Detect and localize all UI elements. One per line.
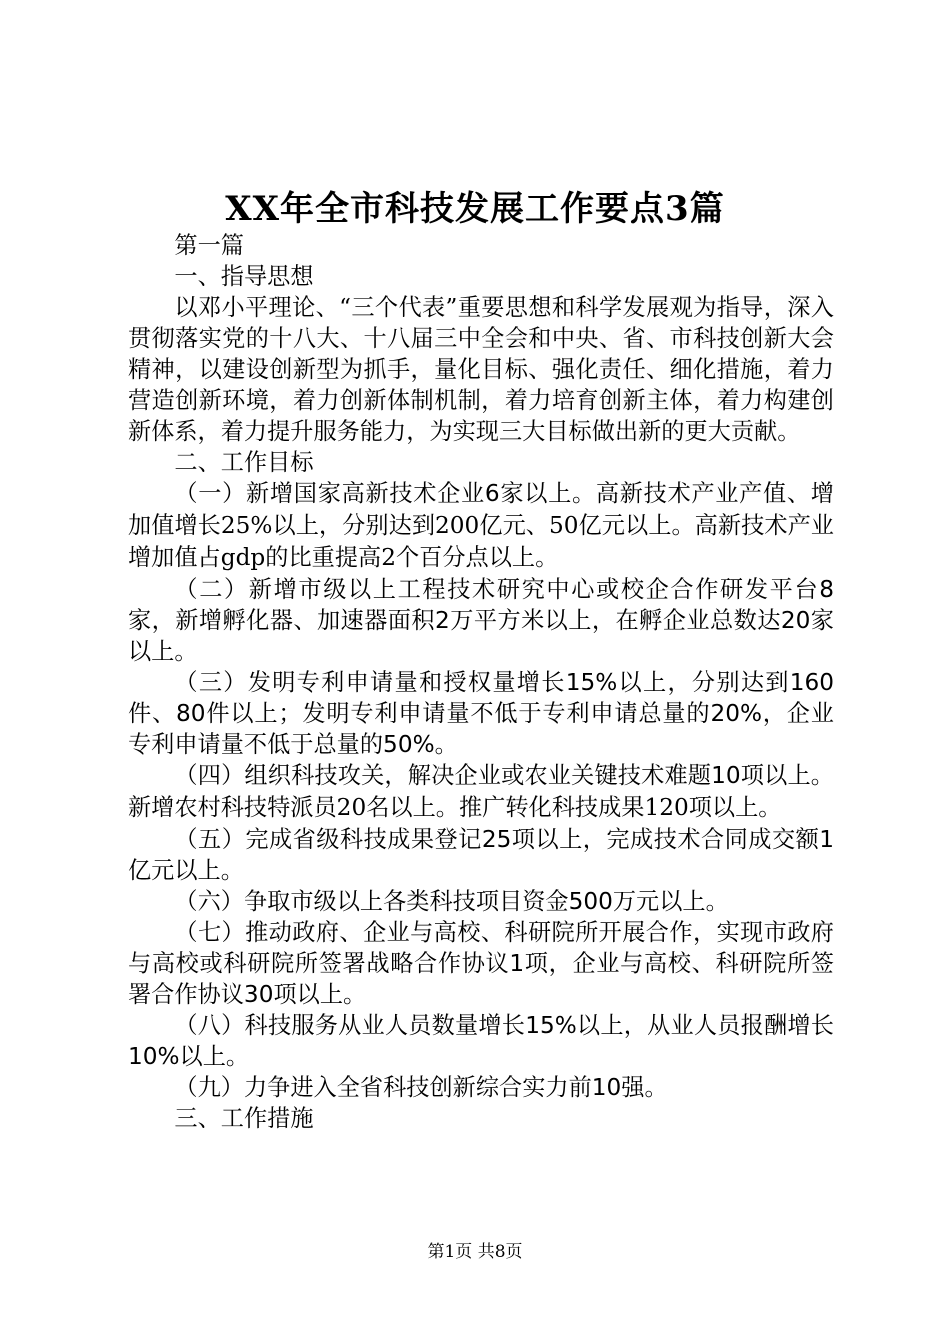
heading-work-goals: 二、工作目标 (174, 449, 314, 476)
heading-guiding-ideology: 一、指导思想 (174, 263, 314, 290)
goal-item-7: （七）推动政府、企业与高校、科研院所开展合作，实现市政府与高校或科研院所签署战略合作协议1项，企业与高校、科研院所签署合作协议30项以上。 (128, 919, 834, 1008)
paragraph-guiding-ideology: 以邓小平理论、“三个代表”重要思想和科学发展观为指导，深入贯彻落实党的十八大、十八届三中全会和中央、省、市科技创新大会精神，以建设创新型为抓手，量化目标、强化责任、细化措施，着力营造创新环境，着力创新体制机制，着力培育创新主体，着力构建创新体系，着力提升服务能力，为实现三大目标做出新的更大贡献。 (128, 294, 834, 445)
goal-item-8: （八）科技服务从业人员数量增长15%以上，从业人员报酬增长10%以上。 (128, 1012, 834, 1070)
goal-item-4-text: 新增农村科技特派员20名以上。推广转化科技成果120项以上。 (128, 794, 782, 821)
document-body (128, 230, 834, 1134)
goal-item-2: （二）新增市级以上工程技术研究中心或校企合作研发平台8家，新增孵化器、加速器面积2万平方米以上，在孵企业总数达20家以上。 (128, 576, 834, 665)
document-title: XX年全市科技发展工作要点3篇 (225, 189, 725, 229)
goal-item-1-lead: （一）新增国家高新技术企业6家以上。 (174, 480, 596, 507)
goal-item-1 (128, 478, 834, 574)
goal-item-4 (128, 760, 834, 824)
heading-work-measures: 三、工作措施 (174, 1105, 314, 1132)
goal-item-6: （六）争取市级以上各类科技项目资金500万元以上。 (174, 888, 729, 915)
goal-item-3: （三）发明专利申请量和授权量增长15%以上，分别达到160件、80件以上；发明专利申请量不低于专利申请总量的20%，企业专利申请量不低于总量的50%。 (128, 669, 834, 758)
goal-item-5: （五）完成省级科技成果登记25项以上，完成技术合同成交额1亿元以上。 (128, 826, 834, 884)
goal-item-9: （九）力争进入全省科技创新综合实力前10强。 (174, 1074, 668, 1101)
goal-item-1-text: 高新技术产业产值、增加值增长25%以上，分别达到200亿元、50亿元以上。高新技术产业增加值占gdp的比重提高2个百分点以上。 (128, 480, 834, 571)
section-label: 第一篇 (174, 232, 244, 259)
page-footer: 第1页 共8页 (427, 1242, 523, 1262)
goal-item-4-lead: （四）组织科技攻关，解决企业或农业关键技术难题10项以上。 (174, 762, 834, 789)
